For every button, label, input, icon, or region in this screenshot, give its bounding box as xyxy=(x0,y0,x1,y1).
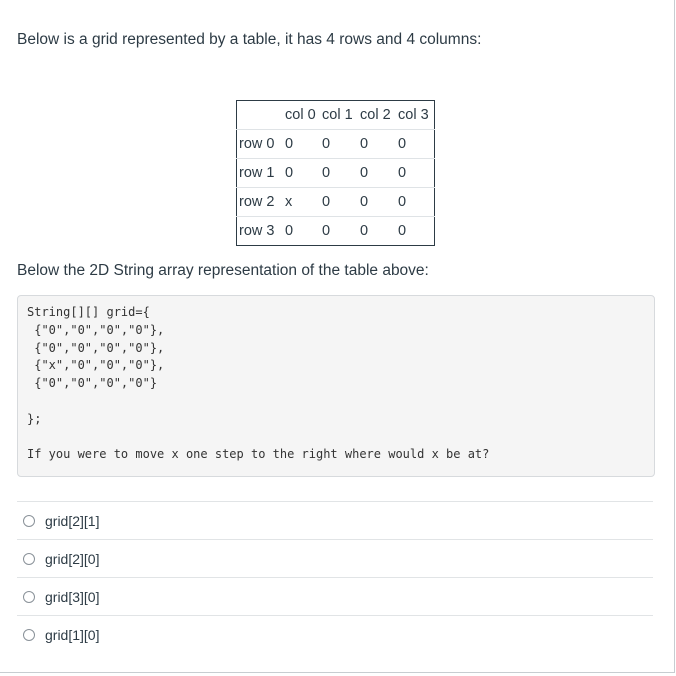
table-cell: 0 xyxy=(360,223,369,239)
answer-list xyxy=(17,501,653,653)
radio-button[interactable] xyxy=(23,629,35,641)
table-cell: x xyxy=(283,188,320,217)
radio-button[interactable] xyxy=(23,515,35,527)
answer-option-4[interactable] xyxy=(17,616,653,653)
table-cell: 0 xyxy=(396,130,435,159)
table-cell: 0 xyxy=(320,188,358,217)
table-cell: 0 xyxy=(320,130,358,159)
answer-option-3[interactable] xyxy=(17,578,653,616)
table-cell: 0 xyxy=(358,159,396,188)
table-header-cell: col 3 xyxy=(396,101,435,130)
table-header-cell xyxy=(237,101,284,130)
radio-button[interactable] xyxy=(23,591,35,603)
table-cell: 0 xyxy=(285,223,294,239)
answer-label: grid[3][0] xyxy=(45,588,100,605)
table-cell: 0 xyxy=(358,130,396,159)
table-row xyxy=(237,188,435,217)
row-label: row 2 xyxy=(237,188,284,217)
table-row xyxy=(237,217,435,246)
row-label: row 1 xyxy=(237,159,284,188)
table-header-cell: col 1 xyxy=(320,101,358,130)
table-cell: 0 xyxy=(322,223,331,239)
table-cell: 0 xyxy=(283,130,320,159)
answer-label: grid[2][1] xyxy=(45,512,100,529)
grid-table xyxy=(236,100,435,246)
table-header-cell: col 2 xyxy=(358,101,396,130)
table-header-cell: col 0 xyxy=(283,101,320,130)
answer-label: grid[1][0] xyxy=(45,626,100,643)
table-cell: 0 xyxy=(396,159,435,188)
table-cell: 0 xyxy=(398,223,407,239)
table-cell: 0 xyxy=(320,159,358,188)
code-block: String[][] grid={ {"0","0","0","0"}, {"0","0","0","0"}, {"x","0","0","0"}, {"0","0","0","0"} }; If you were to move x one step to the right where would x be at? xyxy=(17,295,655,477)
code-intro: Below the 2D String array representation of the table above: xyxy=(17,262,429,279)
radio-button[interactable] xyxy=(23,553,35,565)
answer-label: grid[2][0] xyxy=(45,550,100,567)
table-row xyxy=(237,130,435,159)
table-cell: 0 xyxy=(283,159,320,188)
answer-option-2[interactable] xyxy=(17,540,653,578)
answer-option-1[interactable] xyxy=(17,502,653,540)
row-label: row 3 xyxy=(239,223,275,239)
table-row xyxy=(237,159,435,188)
table-header-row xyxy=(237,101,435,130)
row-label: row 0 xyxy=(237,130,284,159)
question-intro: Below is a grid represented by a table, it has 4 rows and 4 columns: xyxy=(17,31,482,48)
table-cell: 0 xyxy=(396,188,435,217)
table-cell: 0 xyxy=(358,188,396,217)
